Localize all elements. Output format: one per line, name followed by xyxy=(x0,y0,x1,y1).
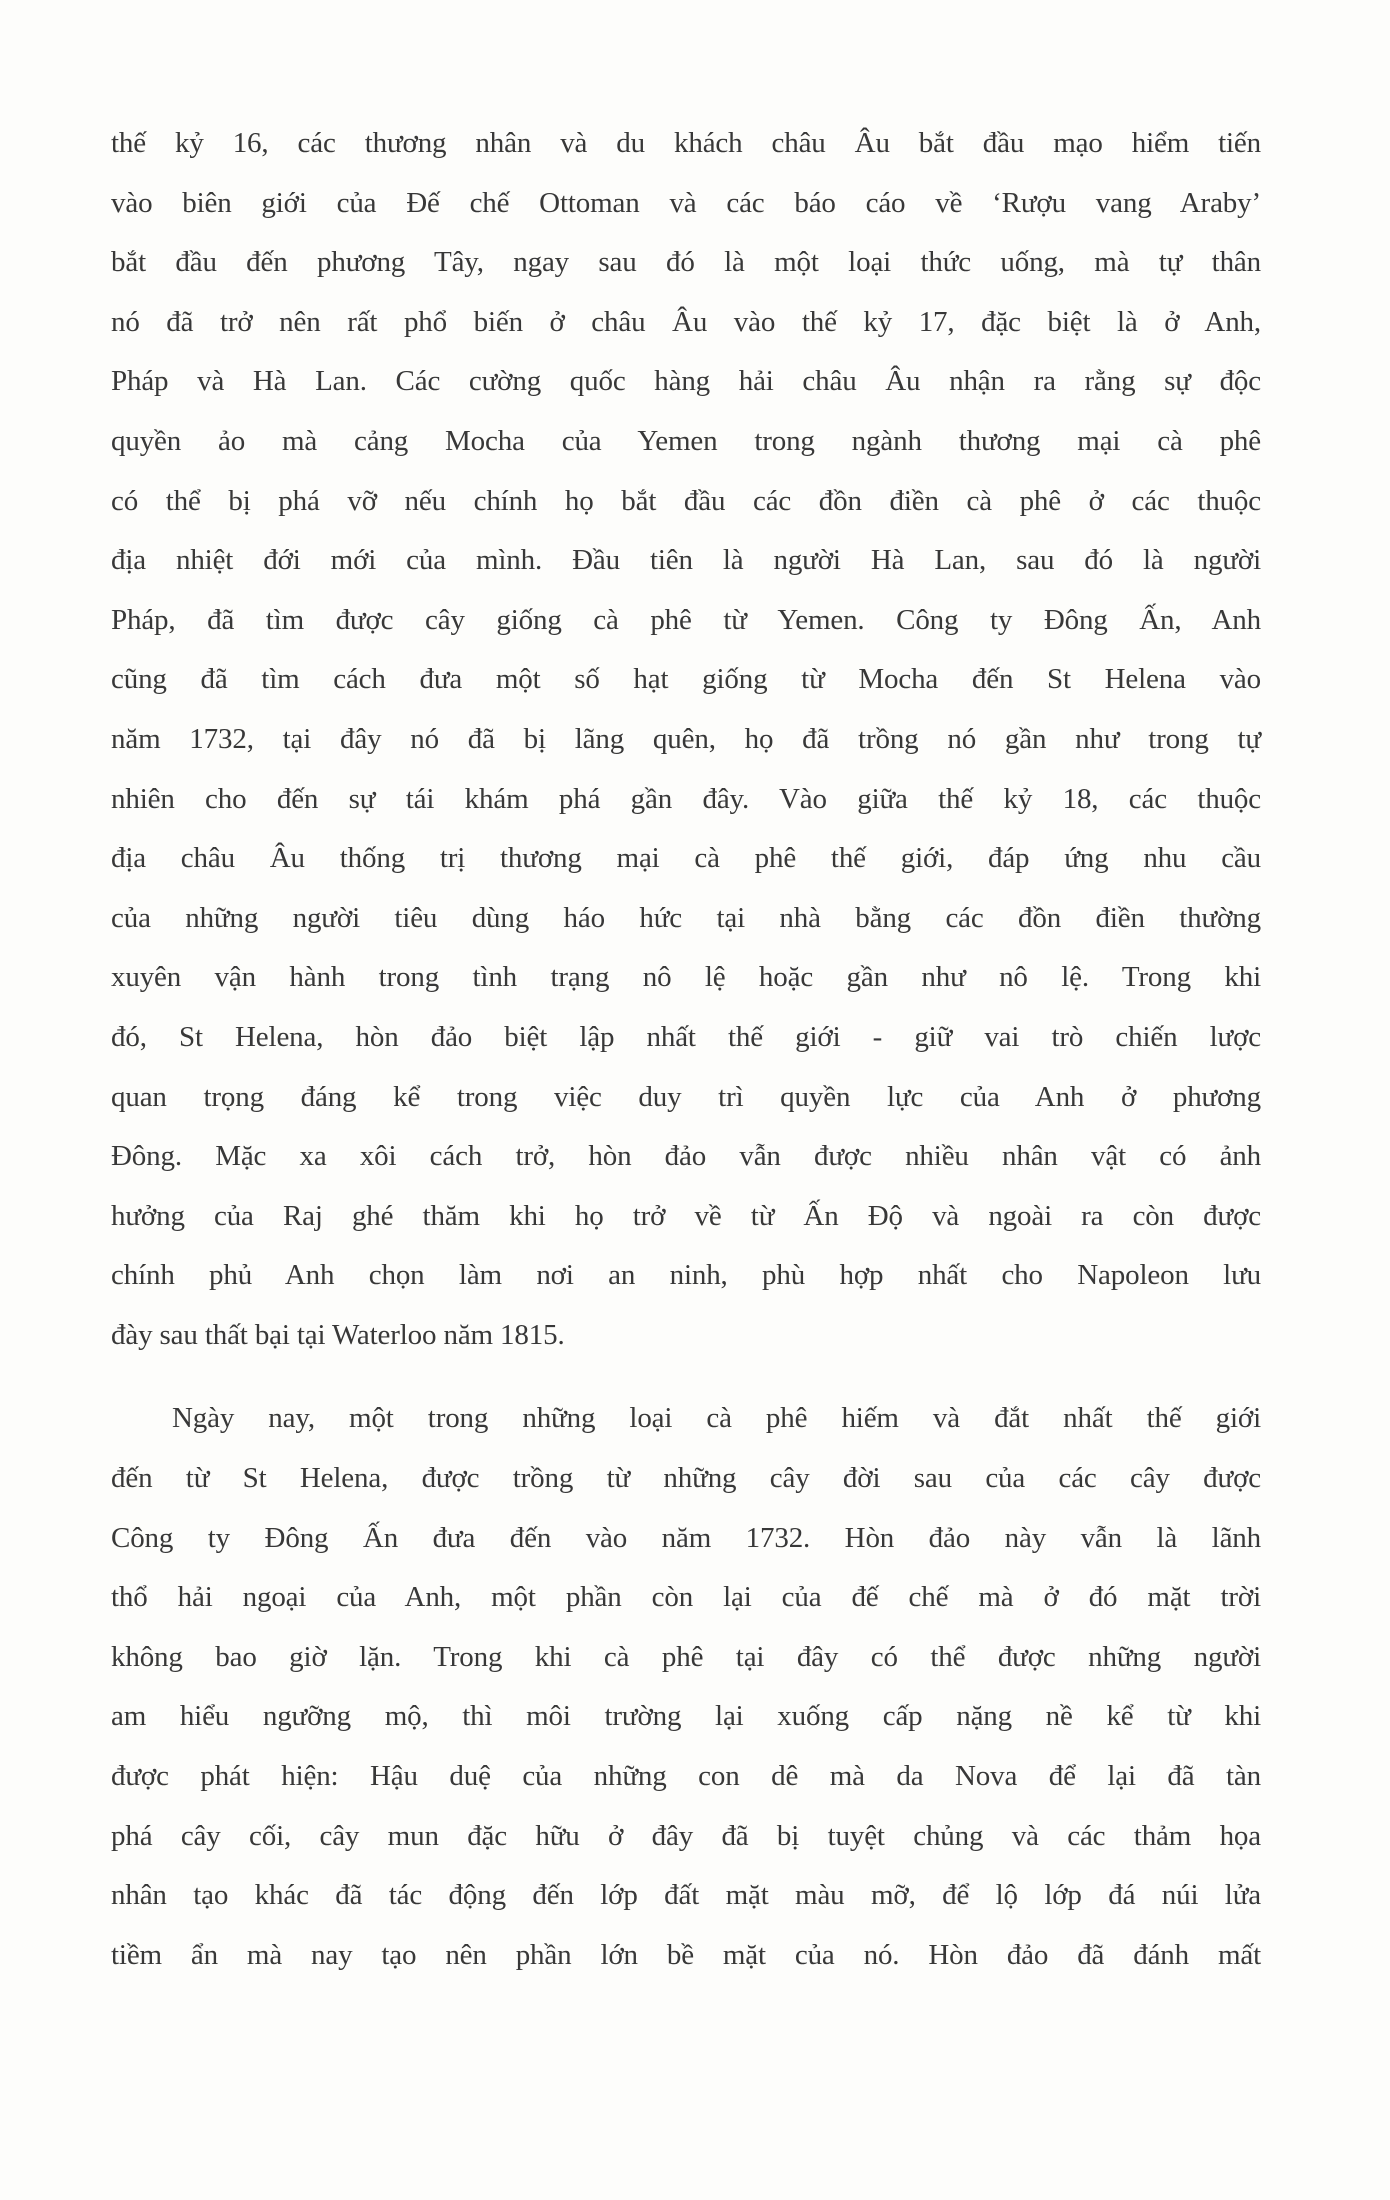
text-line: nhiên cho đến sự tái khám phá gần đây. Vào giữa thế kỷ 18, các thuộc xyxy=(111,782,1261,815)
text-line: Ngày nay, một trong những loại cà phê hiếm và đắt nhất thế giới xyxy=(172,1402,1261,1435)
text-line: đến từ St Helena, được trồng từ những cây đời sau của các cây được xyxy=(111,1462,1261,1495)
text-line: Đông. Mặc xa xôi cách trở, hòn đảo vẫn được nhiều nhân vật có ảnh xyxy=(111,1140,1261,1173)
text-line: Pháp và Hà Lan. Các cường quốc hàng hải châu Âu nhận ra rằng sự độc xyxy=(111,365,1261,398)
text-line: của những người tiêu dùng háo hức tại nhà bằng các đồn điền thường xyxy=(111,901,1261,934)
text-line: nhân tạo khác đã tác động đến lớp đất mặt màu mỡ, để lộ lớp đá núi lửa xyxy=(111,1879,1261,1912)
book-page xyxy=(111,114,1261,1985)
text-line: địa châu Âu thống trị thương mại cà phê thế giới, đáp ứng nhu cầu xyxy=(111,842,1261,875)
text-line: Pháp, đã tìm được cây giống cà phê từ Yemen. Công ty Đông Ấn, Anh xyxy=(111,603,1261,636)
text-line: bắt đầu đến phương Tây, ngay sau đó là một loại thức uống, mà tự thân xyxy=(111,246,1261,279)
text-line: địa nhiệt đới mới của mình. Đầu tiên là người Hà Lan, sau đó là người xyxy=(111,544,1261,577)
text-line: am hiểu ngưỡng mộ, thì môi trường lại xuống cấp nặng nề kể từ khi xyxy=(111,1700,1261,1733)
text-line: phá cây cối, cây mun đặc hữu ở đây đã bị tuyệt chủng và các thảm họa xyxy=(111,1819,1261,1852)
text-line: tiềm ẩn mà nay tạo nên phần lớn bề mặt của nó. Hòn đảo đã đánh mất xyxy=(111,1938,1261,1971)
text-line: quan trọng đáng kể trong việc duy trì quyền lực của Anh ở phương xyxy=(111,1080,1261,1113)
text-line: năm 1732, tại đây nó đã bị lãng quên, họ đã trồng nó gần như trong tự xyxy=(111,722,1261,755)
text-line: đày sau thất bại tại Waterloo năm 1815. xyxy=(111,1318,565,1351)
paragraph-2 xyxy=(111,1389,1261,1985)
text-line: vào biên giới của Đế chế Ottoman và các báo cáo về ‘Rượu vang Araby’ xyxy=(111,186,1261,219)
paragraph-1 xyxy=(111,114,1261,1365)
text-line: thế kỷ 16, các thương nhân và du khách châu Âu bắt đầu mạo hiểm tiến xyxy=(111,127,1261,159)
text-line: có thể bị phá vỡ nếu chính họ bắt đầu các đồn điền cà phê ở các thuộc xyxy=(111,484,1261,517)
text-line: chính phủ Anh chọn làm nơi an ninh, phù hợp nhất cho Napoleon lưu xyxy=(111,1259,1261,1292)
text-line: đó, St Helena, hòn đảo biệt lập nhất thế giới - giữ vai trò chiến lược xyxy=(111,1020,1261,1053)
text-line: nó đã trở nên rất phổ biến ở châu Âu vào thế kỷ 17, đặc biệt là ở Anh, xyxy=(111,305,1261,338)
text-line: Công ty Đông Ấn đưa đến vào năm 1732. Hòn đảo này vẫn là lãnh xyxy=(111,1521,1261,1554)
text-line: xuyên vận hành trong tình trạng nô lệ hoặc gần như nô lệ. Trong khi xyxy=(111,961,1261,994)
text-line: quyền ảo mà cảng Mocha của Yemen trong ngành thương mại cà phê xyxy=(111,424,1261,457)
text-line: được phát hiện: Hậu duệ của những con dê mà da Nova để lại đã tàn xyxy=(111,1760,1261,1793)
text-line: cũng đã tìm cách đưa một số hạt giống từ Mocha đến St Helena vào xyxy=(111,663,1261,696)
text-line: thổ hải ngoại của Anh, một phần còn lại của đế chế mà ở đó mặt trời xyxy=(111,1581,1261,1614)
text-line: không bao giờ lặn. Trong khi cà phê tại đây có thể được những người xyxy=(111,1640,1261,1673)
text-line: hưởng của Raj ghé thăm khi họ trở về từ Ấn Độ và ngoài ra còn được xyxy=(111,1199,1261,1232)
